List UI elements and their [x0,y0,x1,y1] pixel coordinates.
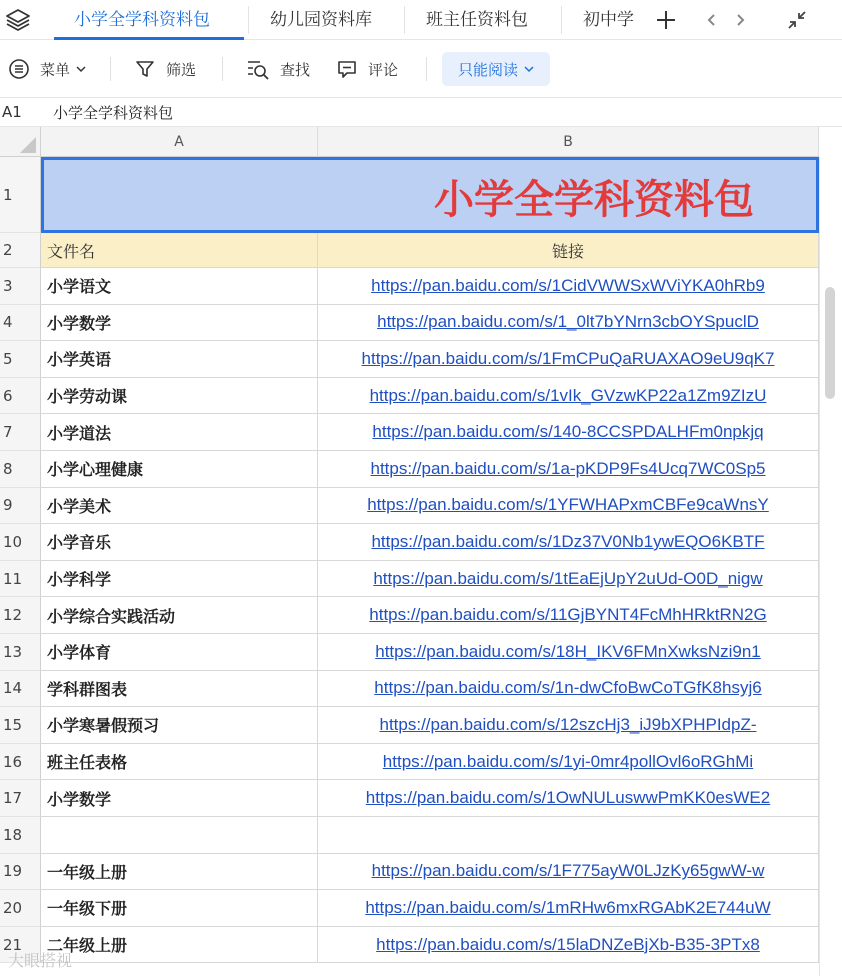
menu-label: 菜单 [40,60,71,79]
link-cell[interactable] [318,378,819,415]
filter-button[interactable] [134,51,196,87]
add-tab-icon[interactable] [654,8,678,32]
pan-baidu-link[interactable]: https://pan.baidu.com/s/1Dz37V0Nb1ywEQO6KBTF [371,531,765,551]
toolbar-divider [222,57,223,81]
pan-baidu-link[interactable]: https://pan.baidu.com/s/1FmCPuQaRUAXAO9eU9qK7 [361,348,775,368]
title-cell[interactable] [41,157,819,233]
file-name-cell[interactable]: 小学英语 [41,341,318,378]
tab-divider [561,6,562,34]
link-cell[interactable] [318,744,819,781]
row-number[interactable]: 6 [0,378,41,415]
header-cell-filename[interactable]: 文件名 [41,233,318,268]
toolbar-divider [426,57,427,81]
row-number[interactable]: 19 [0,854,41,891]
file-name-cell[interactable]: 小学综合实践活动 [41,597,318,634]
comment-icon [336,58,358,80]
file-name-cell[interactable]: 小学语文 [41,268,318,305]
row-number[interactable]: 7 [0,414,41,451]
tab-kindergarten[interactable]: 幼儿园资料库 [270,10,372,30]
formula-bar [0,97,842,127]
watermark-text: 大眼搭视 [8,951,73,970]
find-button[interactable] [246,51,310,87]
layers-icon[interactable] [4,6,32,34]
link-cell[interactable] [318,780,819,817]
select-all-corner[interactable] [0,127,41,157]
collapse-icon[interactable] [785,8,809,32]
file-name-cell[interactable]: 小学科学 [41,561,318,598]
pan-baidu-link[interactable]: https://pan.baidu.com/s/1n-dwCfoBwCoTGfK8hsyj6 [374,678,762,698]
row-number[interactable]: 1 [0,157,41,233]
chevron-down-icon [76,65,86,73]
tab-divider [248,6,249,34]
tab-bar [0,0,842,40]
row-number[interactable]: 16 [0,744,41,781]
column-header-b[interactable]: B [318,127,819,157]
link-cell[interactable] [318,341,819,378]
pan-baidu-link[interactable]: https://pan.baidu.com/s/1a-pKDP9Fs4Ucq7WC0Sp5 [370,458,766,478]
row-number[interactable]: 10 [0,524,41,561]
header-cell-link[interactable]: 链接 [318,233,819,268]
pan-baidu-link[interactable]: https://pan.baidu.com/s/1YFWHAPxmCBFe9caWnsY [367,495,769,515]
comment-label: 评论 [368,60,399,79]
file-name-cell[interactable]: 小学道法 [41,414,318,451]
file-name-cell[interactable]: 小学数学 [41,780,318,817]
comment-button[interactable] [336,51,398,87]
corner-triangle-icon [0,127,41,157]
vertical-scrollbar-track[interactable] [819,157,842,976]
link-cell[interactable] [318,414,819,451]
file-name-cell[interactable]: 二年级上册 [41,927,318,964]
vertical-scrollbar-thumb[interactable] [825,287,835,399]
pan-baidu-link[interactable]: https://pan.baidu.com/s/1CidVWWSxWViYKA0hRb9 [371,275,765,295]
link-cell[interactable] [318,890,819,927]
pan-baidu-link[interactable]: https://pan.baidu.com/s/11GjBYNT4FcMhHRktRN2G [369,605,767,625]
file-name-cell[interactable]: 小学体育 [41,634,318,671]
row-number[interactable]: 13 [0,634,41,671]
pan-baidu-link[interactable]: https://pan.baidu.com/s/140-8CCSPDALHFm0npkjq [372,422,764,442]
pan-baidu-link[interactable]: https://pan.baidu.com/s/1yi-0mr4pollOvl6oRGhMi [382,751,754,771]
link-cell[interactable] [318,597,819,634]
row-number[interactable]: 12 [0,597,41,634]
pan-baidu-link[interactable]: https://pan.baidu.com/s/1tEaEjUpY2uUd-O0D_nigw [373,568,763,588]
read-only-label: 只能阅读 [457,60,518,79]
row-number[interactable]: 21 [0,927,41,964]
file-name-cell[interactable] [41,817,318,854]
link-cell[interactable] [318,707,819,744]
chevron-down-icon [524,65,534,73]
row-number[interactable]: 2 [0,233,41,268]
pan-baidu-link[interactable]: https://pan.baidu.com/s/1OwNULuswwPmKK0esWE2 [365,788,771,808]
read-only-mode-dropdown[interactable] [442,52,550,86]
tab-head-teacher[interactable]: 班主任资料包 [426,10,528,30]
file-name-cell[interactable]: 一年级上册 [41,854,318,891]
chevron-left-icon[interactable] [705,12,719,28]
link-cell[interactable] [318,268,819,305]
row-number[interactable]: 4 [0,305,41,342]
filter-label: 筛选 [166,60,197,79]
file-name-cell[interactable]: 小学寒暑假预习 [41,707,318,744]
find-label: 查找 [280,60,311,79]
chevron-right-icon[interactable] [733,12,747,28]
spreadsheet-grid [0,127,842,976]
tab-divider [404,6,405,34]
link-cell[interactable] [318,451,819,488]
link-cell[interactable] [318,854,819,891]
link-cell[interactable] [318,561,819,598]
file-name-cell[interactable]: 小学数学 [41,305,318,342]
menu-button[interactable] [8,51,86,87]
tab-junior-high[interactable]: 初中学 [583,10,634,30]
tab-primary-all-subjects[interactable]: 小学全学科资料包 [74,10,210,30]
filter-icon [134,58,156,80]
row-number[interactable]: 14 [0,671,41,708]
link-cell[interactable] [318,524,819,561]
toolbar [0,41,842,97]
file-name-cell[interactable]: 小学劳动课 [41,378,318,415]
pan-baidu-link[interactable]: https://pan.baidu.com/s/15laDNZeBjXb-B35-3PTx8 [376,934,760,954]
row-number[interactable]: 17 [0,780,41,817]
file-name-cell[interactable]: 班主任表格 [41,744,318,781]
pan-baidu-link[interactable]: https://pan.baidu.com/s/1mRHw6mxRGAbK2E744uW [365,897,771,917]
link-cell[interactable] [318,305,819,342]
pan-baidu-link[interactable]: https://pan.baidu.com/s/1vIk_GVzwKP22a1Zm9ZIzU [369,385,767,405]
file-name-cell[interactable]: 学科群图表 [41,671,318,708]
formula-value[interactable]: 小学全学科资料包 [53,104,174,122]
toolbar-divider [110,57,111,81]
file-name-cell[interactable]: 小学美术 [41,488,318,525]
active-tab-indicator [54,37,244,40]
link-cell[interactable] [318,927,819,964]
pan-baidu-link[interactable]: https://pan.baidu.com/s/18H_IKV6FMnXwksNzi9n1 [375,641,761,661]
pan-baidu-link[interactable]: https://pan.baidu.com/s/12szcHj3_iJ9bXPHPIdpZ- [379,714,757,734]
row-number[interactable]: 15 [0,707,41,744]
row-number[interactable]: 3 [0,268,41,305]
file-name-cell[interactable]: 小学心理健康 [41,451,318,488]
link-cell[interactable] [318,488,819,525]
row-number[interactable]: 5 [0,341,41,378]
sheet-title: 小学全学科资料包 [434,177,754,223]
row-number[interactable]: 8 [0,451,41,488]
menu-icon [8,58,30,80]
cell-reference[interactable]: A1 [2,103,22,121]
row-number[interactable]: 20 [0,890,41,927]
file-name-cell[interactable]: 小学音乐 [41,524,318,561]
row-number[interactable]: 11 [0,561,41,598]
link-cell[interactable] [318,671,819,708]
row-number[interactable]: 18 [0,817,41,854]
find-icon [246,58,270,80]
file-name-cell[interactable]: 一年级下册 [41,890,318,927]
row-number[interactable]: 9 [0,488,41,525]
pan-baidu-link[interactable]: https://pan.baidu.com/s/1F775ayW0LJzKy65gwW-w [371,861,765,881]
pan-baidu-link[interactable]: https://pan.baidu.com/s/1_0lt7bYNrn3cbOYSpuclD [377,312,759,332]
link-cell[interactable] [318,634,819,671]
link-cell[interactable] [318,817,819,854]
column-header-a[interactable]: A [41,127,318,157]
